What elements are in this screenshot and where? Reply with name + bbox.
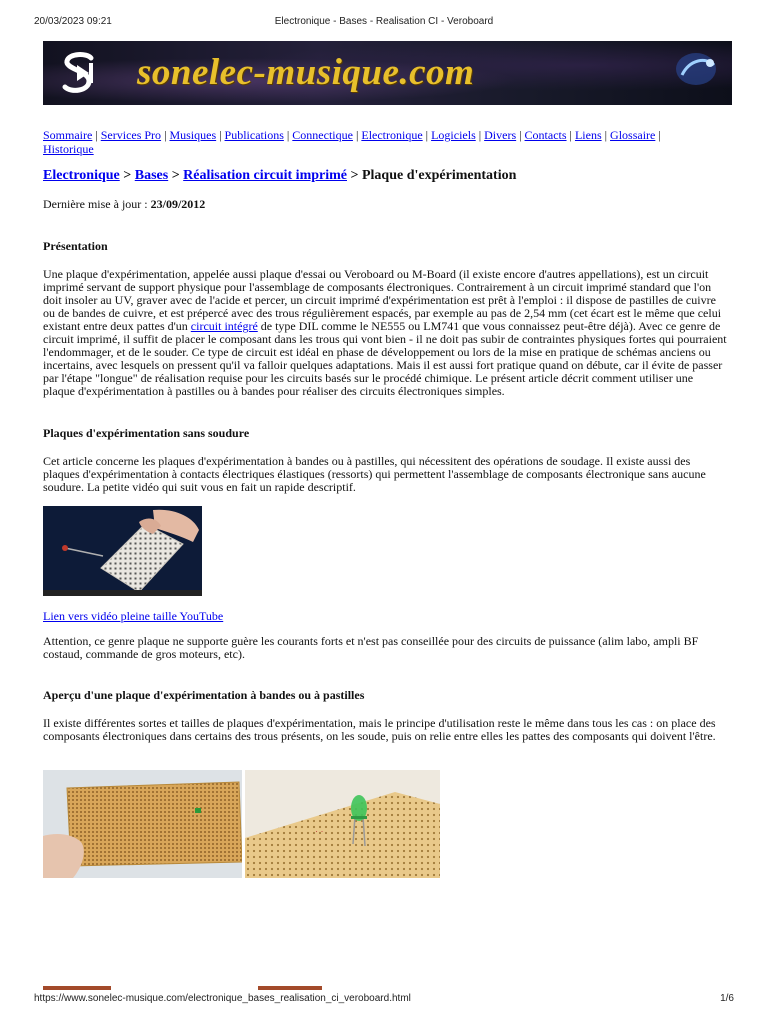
nav-historique[interactable]: Historique (43, 142, 94, 156)
apercu-paragraph: Il existe différentes sortes et tailles de plaques d'expérimentation, mais le principe d'utilisation reste le même dans tous les cas : on place des composants électroniques dans certains des trous présents, on les soude, puis on relie entre elles les pattes des composants qui doivent l'être. (43, 716, 716, 743)
presentation-paragraph (43, 268, 728, 398)
site-banner[interactable] (43, 41, 732, 105)
breadcrumb-electronique[interactable]: Electronique (43, 168, 120, 183)
nav-services-pro[interactable]: Services Pro (100, 128, 162, 142)
photo-veroboard-led (245, 770, 440, 878)
photo-veroboard-hand (43, 770, 242, 878)
nav-musiques[interactable]: Musiques (169, 128, 217, 142)
divider (43, 986, 111, 990)
section-title-sans-soudure: Plaques d'expérimentation sans soudure (43, 426, 250, 440)
print-footer (34, 993, 734, 1007)
nav-separator: | (566, 128, 575, 142)
nav-separator: | (352, 128, 362, 142)
nav-contacts[interactable]: Contacts (524, 128, 567, 142)
print-page-title: Electronique - Bases - Realisation CI - Veroboard (274, 16, 494, 27)
nav-electronique[interactable]: Electronique (361, 128, 423, 142)
breadcrumb-separator: > (168, 168, 184, 183)
warning-paragraph: Attention, ce genre plaque ne supporte guère les courants forts et n'est pas conseillée pour des circuits de puissance (alim labo, ampli BF costaud, commande de gros moteurs, etc). (43, 634, 699, 661)
print-url: https://www.sonelec-musique.com/electronique_bases_realisation_ci_veroboard.html (34, 993, 411, 1004)
nav-separator: | (516, 128, 525, 142)
breadcrumb-bases[interactable]: Bases (134, 168, 169, 183)
breadboard-video-image (43, 506, 202, 596)
print-page-number: 1/6 (720, 993, 734, 1004)
site-name: sonelec-musique.com (137, 52, 475, 93)
breadcrumb (43, 168, 516, 184)
presentation-text-2: de type DIL comme le NE555 ou LM741 que vous connaissez peut-être déjà). Avec ce genre de circuit imprimé, il suffit de placer le composant dans les trous qui vont bien - il ne doit pas subir de contraintes physiques fortes qui pourraient l'endommager, et de le souder. Ce type de circuit est idéal en phase de développement ou lors de la mise en pratique de schémas anciens ou incertains, avec lesquels on pressent qu'il va falloir quelques adaptations. Mais il est aussi fort pratique quand on débute, car il évite de passer par l'étape "longue" de réalisation requise pour les circuits basés sur le procédé chimique. Le présent article décrit comment utiliser une plaque d'expérimentation à pastilles ou à bandes pour réaliser des circuits électroniques simples. (43, 319, 727, 398)
presentation-text-1: Une plaque d'expérimentation, appelée aussi plaque d'essai ou Veroboard ou M-Board (il existe encore d'autres appellations), est un circuit imprimé servant de support physique pour l'assemblage de composants électroniques. Contrairement à un circuit imprimé standard que l'on doit insoler au UV, graver avec de l'acide et percer, un circuit imprimé d'expérimentation est prêt à l'emploi : il dispose de pastilles de cuivre ou de bandes de cuivre, et est prépercé avec des trous régulièrement espacés, par exemple au pas de 2,54 mm (cet écart est le même que celui existant entre deux pattes d'un (43, 267, 722, 333)
nav-separator: | (475, 128, 485, 142)
breadcrumb-separator: > (347, 168, 362, 183)
nav-separator: | (161, 128, 170, 142)
nav-logiciels[interactable]: Logiciels (431, 128, 476, 142)
nav-separator: | (283, 128, 293, 142)
breadcrumb-separator: > (119, 168, 135, 183)
divider (258, 986, 322, 990)
section-title-apercu: Aperçu d'une plaque d'expérimentation à bandes ou à pastilles (43, 688, 365, 702)
nav-separator: | (655, 128, 661, 142)
nav-separator: | (601, 128, 611, 142)
breadcrumb-current: Plaque d'expérimentation (361, 168, 517, 183)
last-update (43, 197, 205, 212)
youtube-video-link[interactable]: Lien vers vidéo pleine taille YouTube (43, 609, 224, 623)
last-update-label: Dernière mise à jour : (43, 197, 151, 211)
breadcrumb-realisation-ci[interactable]: Réalisation circuit imprimé (183, 168, 347, 183)
nav-connectique[interactable]: Connectique (292, 128, 353, 142)
site-logo-icon (57, 49, 101, 97)
last-update-date: 23/09/2012 (150, 197, 206, 211)
print-header (34, 16, 734, 30)
nav-separator: | (92, 128, 101, 142)
nav-separator: | (216, 128, 225, 142)
nav-sommaire[interactable]: Sommaire (43, 128, 93, 142)
main-nav (43, 128, 693, 156)
decoration-icon (670, 47, 722, 91)
nav-liens[interactable]: Liens (574, 128, 602, 142)
section-title-presentation: Présentation (43, 239, 108, 253)
sans-soudure-paragraph: Cet article concerne les plaques d'expérimentation à bandes ou à pastilles, qui nécessitent des opérations de soudage. Il existe aussi des plaques d'expérimentation à contacts électriques élastiques (ressorts) qui permettent l'assemblage de composants électronique sans aucune soudure. La petite vidéo qui suit vous en fait un rapide descriptif. (43, 454, 706, 494)
nav-glossaire[interactable]: Glossaire (610, 128, 656, 142)
link-circuit-integre[interactable]: circuit intégré (190, 319, 258, 333)
nav-separator: | (422, 128, 432, 142)
video-thumbnail[interactable] (43, 506, 202, 596)
nav-divers[interactable]: Divers (484, 128, 517, 142)
nav-publications[interactable]: Publications (224, 128, 284, 142)
svg-text:· ·: · · (315, 826, 324, 836)
print-datetime: 20/03/2023 09:21 (34, 16, 112, 27)
